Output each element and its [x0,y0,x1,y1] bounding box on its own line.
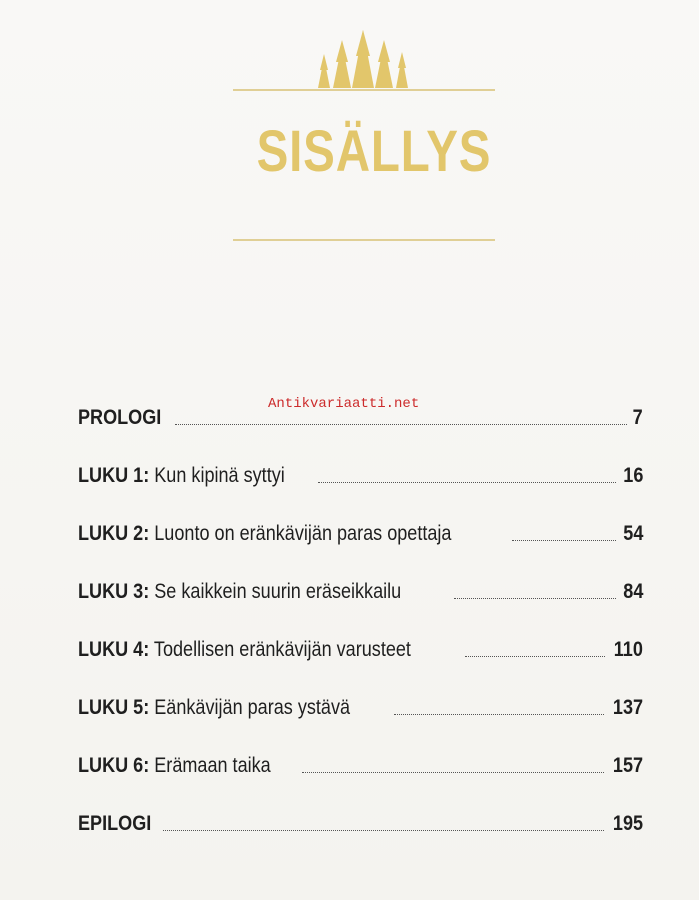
toc-entry-title: Eänkävijän paras ystävä [149,696,351,719]
leader-dots [302,771,604,773]
toc-entry-chapter-1 [78,458,643,488]
toc-entry-title: Luonto on eränkävijän paras opettaja [149,522,452,545]
toc-entry-prefix: PROLOGI [78,406,162,429]
toc-entry-page: 84 [622,580,643,603]
pine-trees-icon [310,30,416,90]
toc-entry-prefix: EPILOGI [78,812,152,835]
toc-entry-chapter-2 [78,516,643,546]
page-title: SISÄLLYS [256,119,492,184]
toc-entry-page: 54 [622,522,643,545]
leader-dots [175,423,627,425]
leader-dots [512,539,615,541]
toc-entry-prefix: LUKU 2: [78,522,150,545]
toc-entry-prefix: LUKU 5: [78,696,150,719]
divider-top [233,89,495,91]
toc-entry-page: 7 [632,406,643,429]
toc-entry-title: Kun kipinä syttyi [149,464,285,487]
toc-entry-chapter-6 [78,748,643,778]
divider-bottom [233,239,495,241]
toc-entry-page: 16 [622,464,643,487]
toc-entry-page: 110 [613,638,643,661]
toc-entry-prefix: LUKU 6: [78,754,150,777]
toc-entry-page: 195 [612,812,643,835]
leader-dots [163,829,604,831]
toc-entry-prefix: LUKU 4: [78,638,150,661]
toc-entry-page: 157 [612,754,643,777]
toc-entry-page: 137 [612,696,643,719]
toc-entry-title: Se kaikkein suurin eräseikkailu [149,580,402,603]
toc-entry-chapter-3 [78,574,643,604]
leader-dots [318,481,615,483]
leader-dots [454,597,616,599]
toc-entry-chapter-4 [78,632,643,662]
watermark-text: Antikvariaatti.net [268,396,420,412]
leader-dots [465,655,605,657]
toc-entry-chapter-5 [78,690,643,720]
toc-entry-title: Todellisen eränkävijän varusteet [149,638,411,661]
toc-entry-prefix: LUKU 3: [78,580,150,603]
toc-entry-title: Erämaan taika [149,754,271,777]
leader-dots [394,713,604,715]
toc-entry-epilogue [78,806,643,836]
toc-entry-prefix: LUKU 1: [78,464,150,487]
